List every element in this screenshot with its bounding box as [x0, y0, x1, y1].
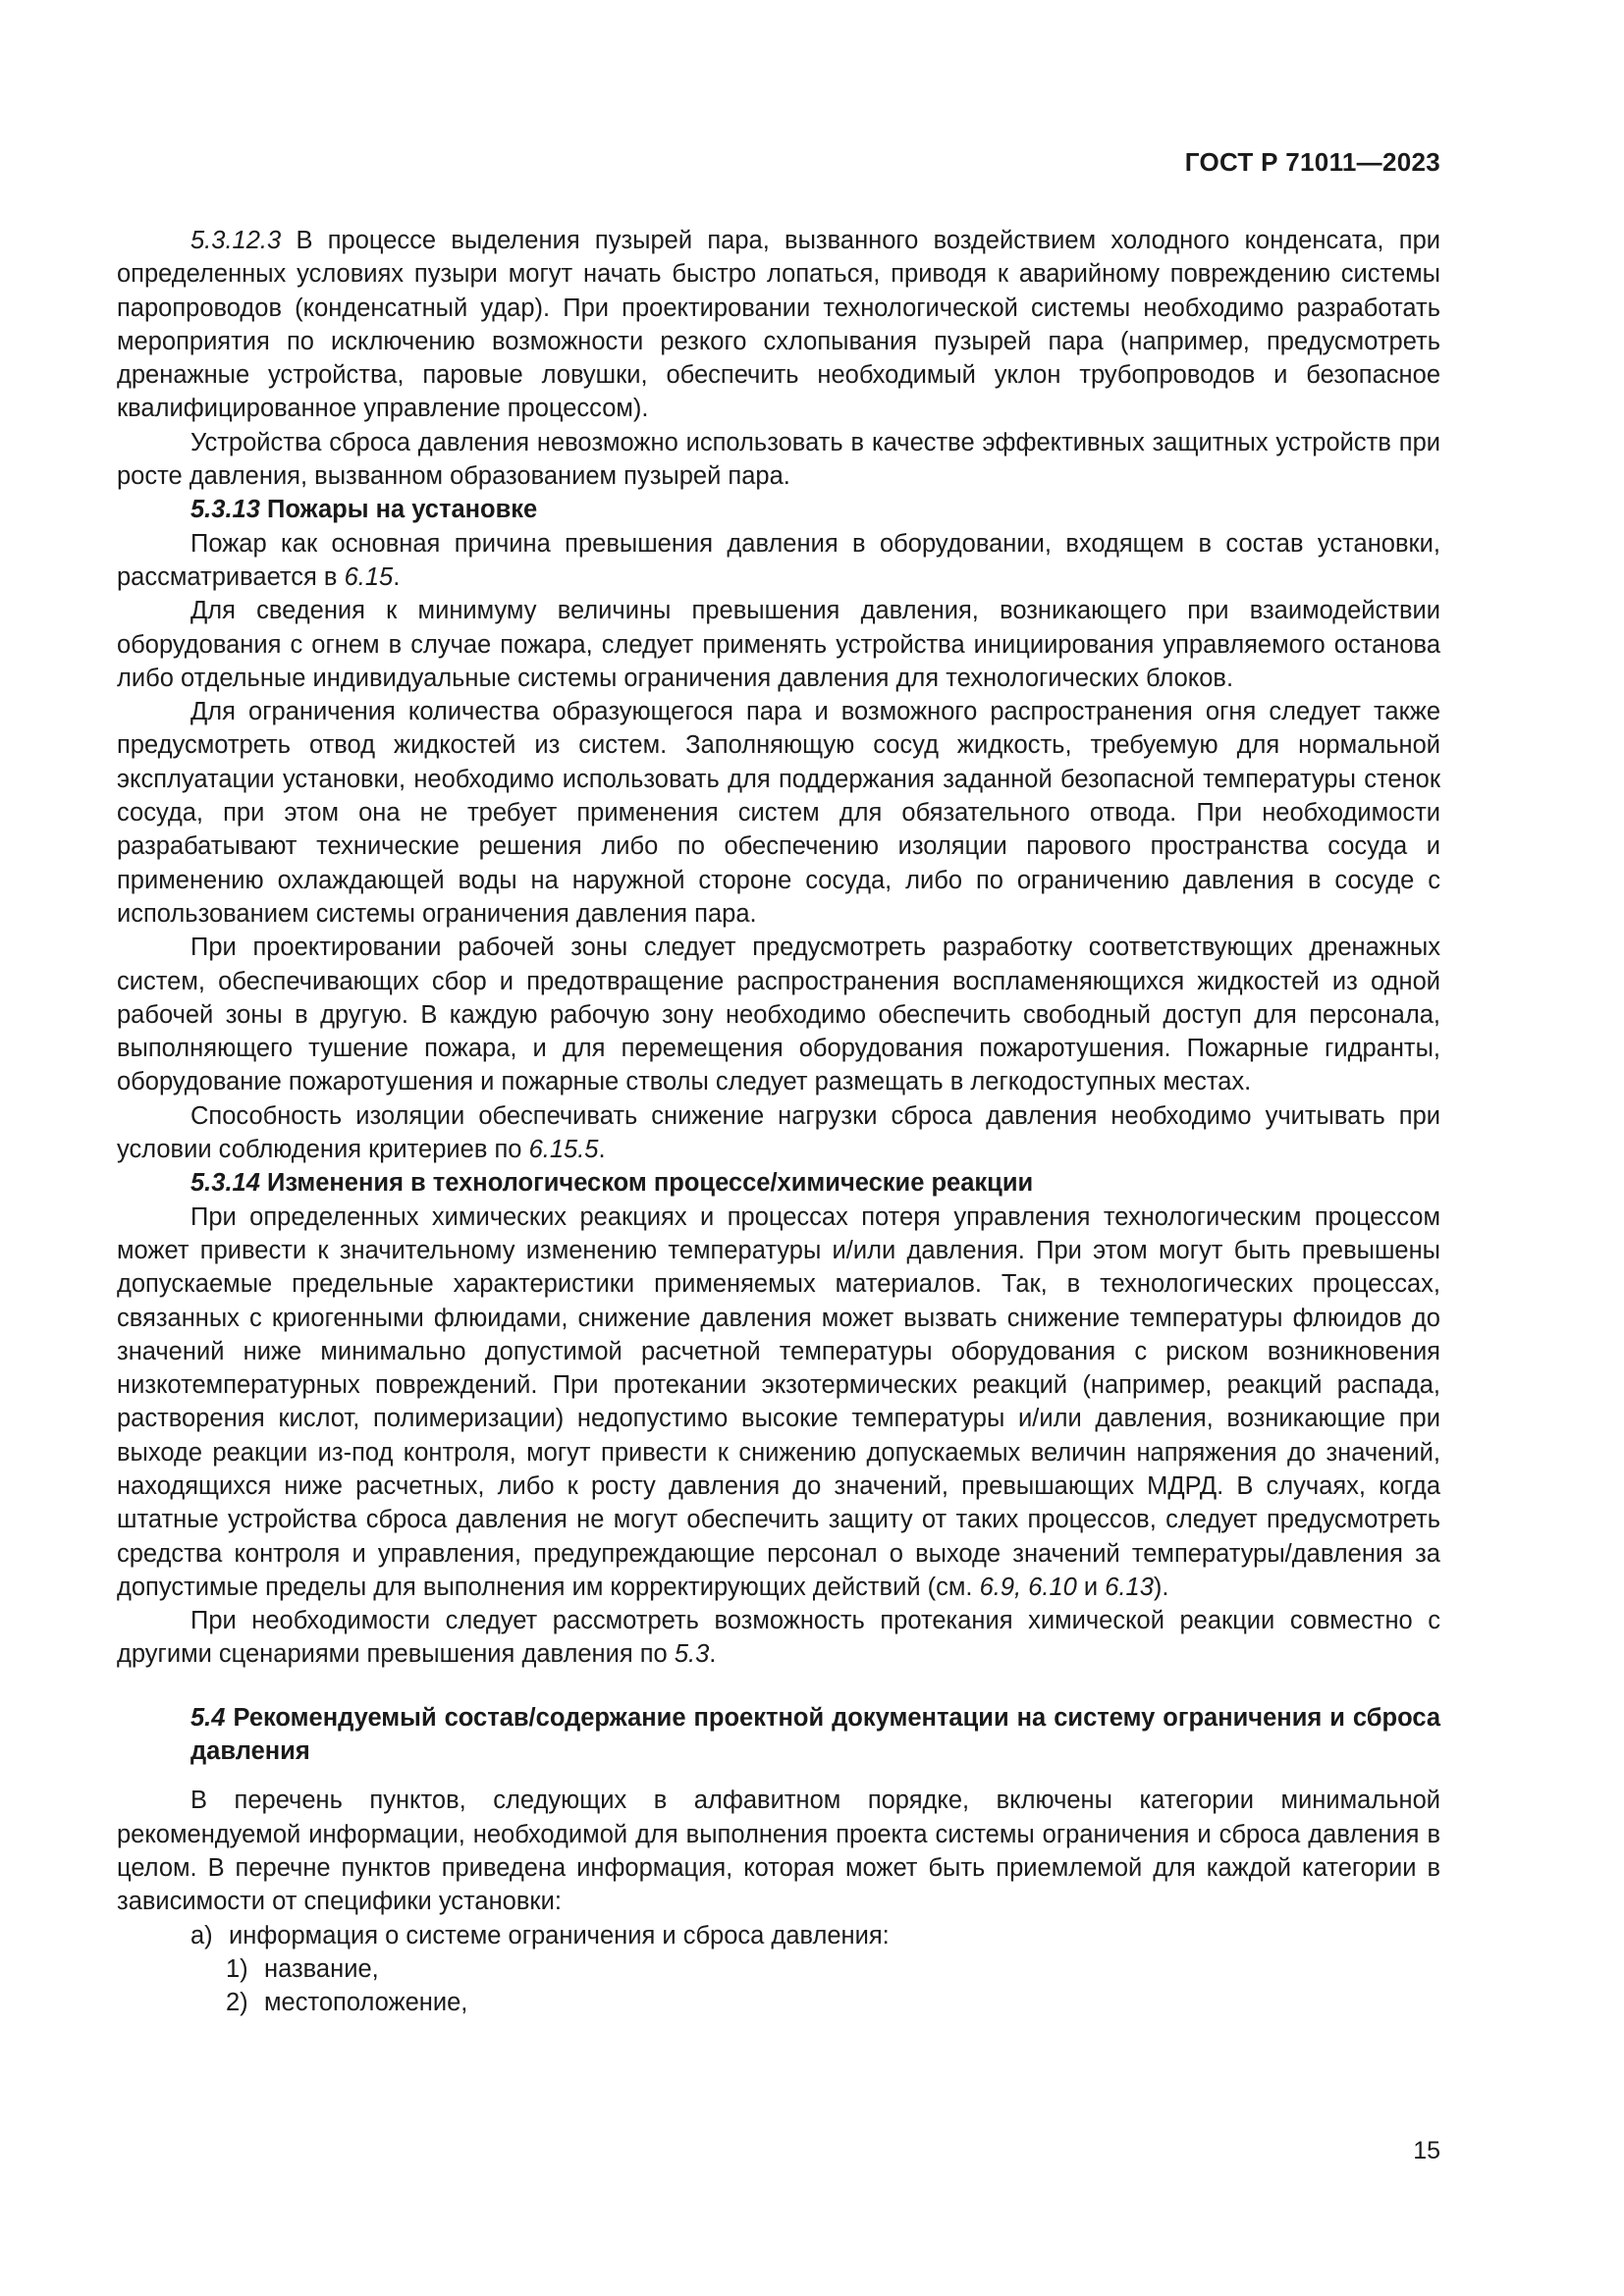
document-body [117, 224, 1440, 2019]
paragraph: Устройства сброса давления невозможно использовать в качестве эффективных защитных устройств при росте давления, вызванном образованием пузырей пара. [117, 428, 1440, 491]
list-item-text: название, [264, 1954, 379, 1983]
standard-code-header: ГОСТ Р 71011—2023 [1184, 147, 1440, 177]
section-heading-5-4 [117, 1701, 1440, 1769]
paragraph [117, 1099, 1440, 1167]
paragraph-text: и [1076, 1573, 1106, 1601]
sub-list-item-1 [117, 1952, 1440, 1986]
cross-reference-link[interactable]: 5.3 [674, 1640, 710, 1669]
cross-reference-link[interactable]: 6.15.5 [528, 1136, 599, 1164]
paragraph-text: При определенных химических реакциях и процессах потеря управления технологическим процессом может привести к значительному изменению температуры и/или давления. При этом могут быть превышены допускаемые предельные характеристики применяемых материалов. Так, в технологических процессах, связанных с криогенными флюидами, снижение давления может вызвать снижение температуры флюидов до значений ниже минимально допустимой расчетной температуры оборудования с риском возникновения низкотемпературных повреждений. При протекании экзотермических реакций (например, реакций распада, растворения кислот, полимеризации) недопустимо высокие температуры и/или давления, возникающие при выходе реакции из-под контроля, могут привести к снижению допускаемых величин напряжения до значений, находящихся ниже расчетных, либо к росту давления до значений, превышающих МДРД. В случаях, когда штатные устройства сброса давления не могут обеспечить защиту от таких процессов, следует предусмотреть средства контроля и управления, предупреждающие персонал о выходе значений температуры/давления за допустимые пределы для выполнения им корректирующих действий (см. [117, 1202, 1440, 1601]
paragraph-text: . [709, 1640, 717, 1669]
sub-list-item-2 [117, 1986, 1440, 2019]
list-item-a [117, 1919, 1440, 1952]
list-marker: а) [190, 1921, 213, 1949]
list-item-text: местоположение, [264, 1989, 468, 2017]
paragraph-text: . [598, 1136, 606, 1164]
page-number: 15 [1413, 2137, 1440, 2164]
cross-reference-link[interactable]: 6.15 [344, 562, 394, 591]
paragraph: Для ограничения количества образующегося пара и возможного распространения огня следует также предусмотреть отвод жидкостей из систем. Заполняющую сосуд жидкость, требуемую для нормальной эксплуатации установки, необходимо использовать для поддержания заданной безопасной температуры стенок сосуда, при этом она не требует применения систем для обязательного отвода. При необходимости разрабатывают технические решения либо по обеспечению изоляции парового пространства сосуда и применению охлаждающей воды на наружной стороне сосуда, либо по ограничению давления в сосуде с использованием системы ограничения давления пара. [117, 698, 1440, 928]
paragraph-text: Пожар как основная причина превышения давления в оборудовании, входящем в состав установки, рассматривается в [117, 529, 1440, 591]
paragraph [117, 527, 1440, 595]
heading-title: Пожары на установке [259, 496, 538, 524]
heading-title: Рекомендуемый состав/содержание проектной документации на систему ограничения и сброса давления [190, 1703, 1440, 1766]
clause-number: 5.4 [190, 1703, 226, 1732]
cross-reference-link[interactable]: 6.9, 6.10 [979, 1573, 1077, 1601]
section-heading-5-3-14 [117, 1166, 1440, 1200]
paragraph-text: В процессе выделения пузырей пара, вызванного воздействием холодного конденсата, при определенных условиях пузыри могут начать быстро лопаться, приводя к аварийному повреждению системы паропроводов (конденсатный удар). При проектировании технологической системы необходимо разработать мероприятия по исключению возможности резкого схлопывания пузырей пара (например, предусмотреть дренажные устройства, паровые ловушки, обеспечить необходимый уклон трубопроводов и безопасное квалифицированное управление процессом). [117, 227, 1440, 423]
section-heading-5-3-13 [117, 493, 1440, 526]
paragraph [117, 1201, 1440, 1605]
list-marker: 2) [226, 1989, 248, 2017]
paragraph-text: Способность изоляции обеспечивать снижение нагрузки сброса давления необходимо учитывать при условии соблюдения критериев по [117, 1101, 1440, 1164]
list-item-text: информация о системе ограничения и сброса давления: [229, 1921, 890, 1949]
paragraph-text: . [393, 562, 401, 591]
heading-title: Изменения в технологическом процессе/химические реакции [259, 1169, 1034, 1198]
paragraph-5-3-12-3 [117, 224, 1440, 426]
paragraph: В перечень пунктов, следующих в алфавитном порядке, включены категории минимальной рекомендуемой информации, необходимой для выполнения проекта системы ограничения и сброса давления в целом. В перечне пунктов приведена информация, которая может быть приемлемой для каждой категории в зависимости от специфики установки: [117, 1787, 1440, 1916]
list-marker: 1) [226, 1954, 248, 1983]
clause-number: 5.3.14 [190, 1169, 260, 1198]
paragraph-text: ). [1153, 1573, 1169, 1601]
clause-number: 5.3.12.3 [190, 227, 282, 254]
paragraph: Для сведения к минимуму величины превышения давления, возникающего при взаимодействии оборудования с огнем в случае пожара, следует применять устройства инициирования управляемого останова либо отдельные индивидуальные системы ограничения давления для технологических блоков. [117, 597, 1440, 692]
paragraph-text: При необходимости следует рассмотреть возможность протекания химической реакции совместно с другими сценариями превышения давления по [117, 1607, 1440, 1669]
cross-reference-link[interactable]: 6.13 [1105, 1573, 1154, 1601]
paragraph: При проектировании рабочей зоны следует предусмотреть разработку соответствующих дренажных систем, обеспечивающих сбор и предотвращение распространения воспламеняющихся жидкостей из одной рабочей зоны в другую. В каждую рабочую зону необходимо обеспечить свободный доступ для персонала, выполняющего тушение пожара, и для перемещения оборудования пожаротушения. Пожарные гидранты, оборудование пожаротушения и пожарные стволы следует размещать в легкодоступных местах. [117, 934, 1440, 1096]
clause-number: 5.3.13 [190, 496, 260, 524]
paragraph [117, 1604, 1440, 1672]
